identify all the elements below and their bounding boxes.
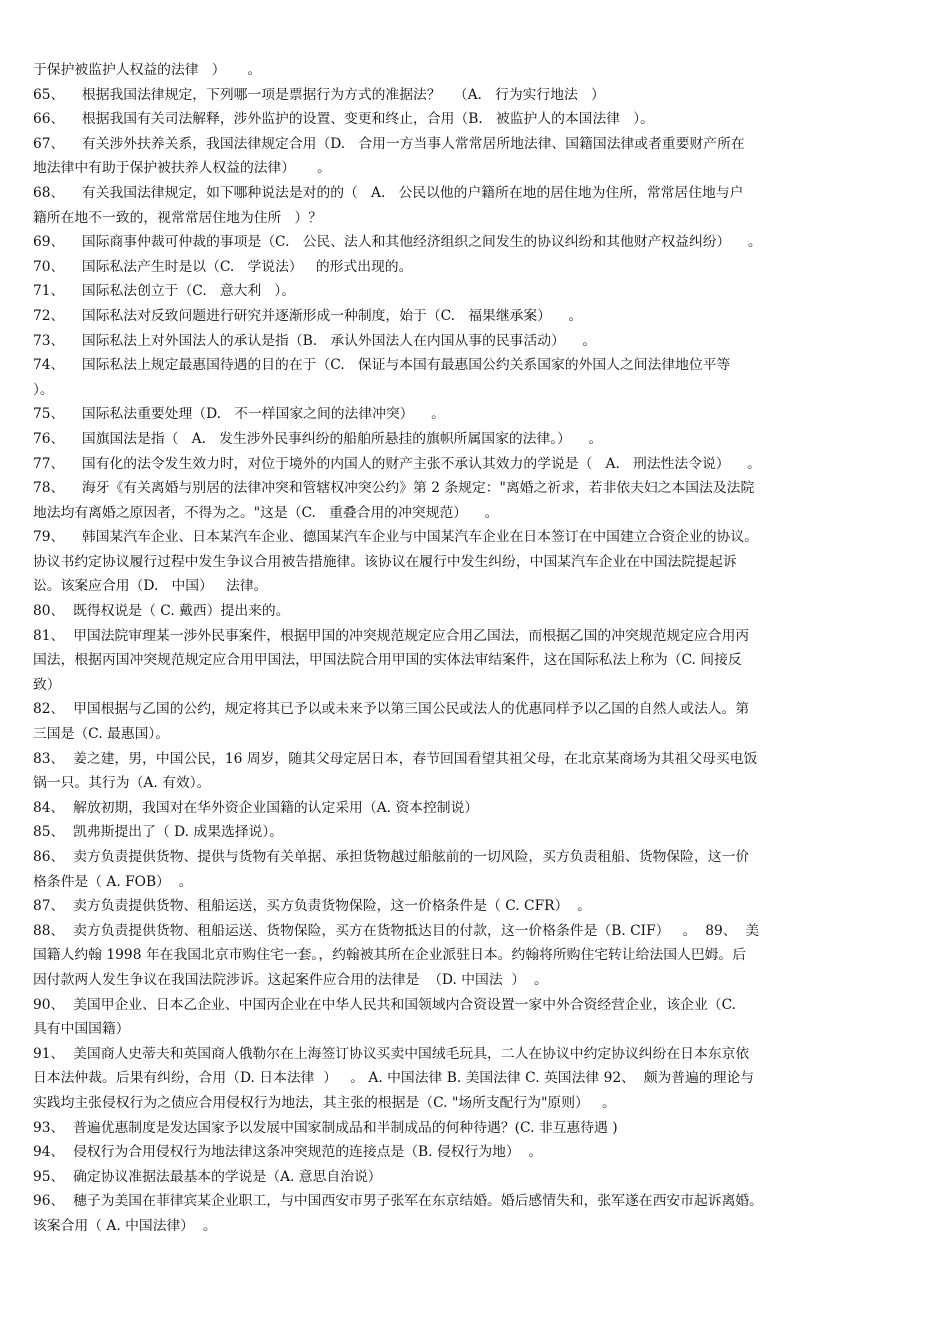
text-line: 地法均有离婚之原因者，不得为之。"这是（C. 重叠合用的冲突规范） 。 [33,504,499,521]
text-line: 因付款两人发生争议在我国法院涉诉。这起案件应合用的法律是 （D. 中国法 ） 。 [33,971,548,988]
text-line: 82、 甲国根据与乙国的公约，规定将其已予以或未来予以第三国公民或法人的优惠同样予以乙国的自然人或法人。第 [33,701,750,718]
text-line: 籍所在地不一致的，视常常居住地为住所 ）？ [33,209,323,226]
text-line: 格条件是（ A. FOB） 。 [33,873,193,890]
text-line: 日本法仲裁。后果有纠纷，合用（D. 日本法律 ） 。 A. 中国法律 B. 美国法律 C. 英国法律 92、 颇为普遍的理论与 [33,1070,755,1087]
text-line: 实践均主张侵权行为之债应合用侵权行为地法，其主张的根据是（C. "场所支配行为"原则） 。 [33,1094,616,1111]
text-line: 该案合用（ A. 中国法律） 。 [33,1217,217,1234]
text-line: 75、 国际私法重要处理（D. 不一样国家之间的法律冲突） 。 [33,406,445,423]
text-line: 国籍人约翰 1998 年在我国北京市购住宅一套。，约翰被其所在企业派驻日本。约翰将所购住宅转让给法国人巴姆。后 [33,947,747,964]
text-line: 66、 根据我国有关司法解释，涉外监护的设置、变更和终止，合用（B. 被监护人的本国法律 ）。 [33,111,654,128]
text-line: 65、 根据我国法律规定，下列哪一项是票据行为方式的准据法？ （A. 行为实行地法 ） [33,86,605,103]
text-line: 78、 海牙《有关离婚与别居的法律冲突和管辖权冲突公约》第 2 条规定："离婚之祈求，若非依夫妇之本国法及法院 [33,480,755,497]
text-line: 地法律中有助于保护被扶养人权益的法律） 。 [33,160,331,177]
text-line: 90、 美国甲企业、日本乙企业、中国丙企业在中华人民共和国领域内合资设置一家中外合资经营企业，该企业（C. [33,996,737,1013]
text-line: 73、 国际私法上对外国法人的承认是指（B. 承认外国法人在内国从事的民事活动） 。 [33,332,597,349]
text-line: 77、 国有化的法令发生效力时，对位于境外的内国人的财产主张不承认其效力的学说是（ A. 刑法性法令说） 。 [33,455,761,472]
text-line: 三国是（C. 最惠国）。 [33,726,170,743]
text-line: 81、 甲国法院审理某一涉外民事案件，根据甲国的冲突规范规定应合用乙国法，而根据乙国的冲突规范规定应合用丙 [33,627,750,644]
text-line: 93、 普遍优惠制度是发达国家予以发展中国家制成品和半制成品的何种待遇？(C. 非互惠待遇 ) [33,1119,618,1136]
text-line: 70、 国际私法产生时是以（C. 学说法） 的形式出现的。 [33,258,413,275]
text-line: 国法，根据丙国冲突规范规定应合用甲国法，甲国法院合用甲国的实体法审结案件，这在国际私法上称为（C. 间接反 [33,652,742,669]
text-line: 具有中国国籍） [33,1021,130,1038]
text-line: 87、 卖方负责提供货物、租船运送，买方负责货物保险，这一价格条件是（ C. CFR） 。 [33,898,591,915]
text-line: 71、 国际私法创立于（C. 意大利 ）。 [33,283,296,300]
text-line: 85、 凯弗斯提出了（ D. 成果选择说）。 [33,824,284,841]
text-line: 83、 姜之建，男，中国公民，16 周岁，随其父母定居日本，春节回国看望其祖父母，在北京某商场为其祖父母买电饭 [33,750,758,767]
text-line: 于保护被监护人权益的法律 ） 。 [33,62,262,78]
text-line: 69、 国际商事仲裁可仲裁的事项是（C. 公民、法人和其他经济组织之间发生的协议纠纷和其他财产权益纠纷） 。 [33,234,762,251]
text-line: 88、 卖方负责提供货物、租船运送、货物保险，买方在货物抵达目的付款，这一价格条件是（B. CIF） 。 89、 美 [33,922,760,939]
text-line: 67、 有关涉外扶养关系，我国法律规定合用（D. 合用一方当事人常常居所地法律、国籍国法律或者重要财产所在 [33,135,745,152]
text-line: 锅一只。其行为（A. 有效）。 [33,775,211,792]
text-line: 协议书约定协议履行过程中发生争议合用被告措施律。该协议在履行中发生纠纷，中国某汽车企业在中国法院提起诉 [33,553,737,570]
text-line: 68、 有关我国法律规定，如下哪种说法是对的的（ A. 公民以他的户籍所在地的居住地为住所，常常居住地与户 [33,184,744,201]
text-line: 84、 解放初期，我国对在华外资企业国籍的认定采用（A. 资本控制说） [33,799,479,816]
text-line: 76、 国旗国法是指（ A. 发生涉外民事纠纷的船舶所悬挂的旗帜所属国家的法律。） 。 [33,430,603,447]
text-line: 讼。该案应合用（D. 中国） 法律。 [33,578,268,595]
text-line: 95、 确定协议准据法最基本的学说是（A. 意思自治说） [33,1168,382,1185]
text-line: ）。 [33,381,54,398]
text-line: 96、 穗子为美国在菲律宾某企业职工，与中国西安市男子张军在东京结婚。婚后感情失和，张军遂在西安市起诉离婚。 [33,1193,763,1210]
text-line: 80、 既得权说是（ C. 戴西）提出来的。 [33,603,290,620]
text-line: 72、 国际私法对反致问题进行研究并逐渐形成一种制度，始于（C. 福果继承案） 。 [33,307,583,324]
text-line: 致） [33,676,61,693]
text-line: 86、 卖方负责提供货物、提供与货物有关单据、承担货物越过船舷前的一切风险，买方负责租船、货物保险，这一价 [33,849,750,865]
text-line: 74、 国际私法上规定最惠国待遇的目的在于（C. 保证与本国有最惠国公约关系国家的外国人之间法律地位平等 [33,357,731,374]
document-body [33,58,920,1239]
text-line: 94、 侵权行为合用侵权行为地法律这条冲突规范的连接点是（B. 侵权行为地） 。 [33,1144,543,1161]
text-line: 79、 韩国某汽车企业、日本某汽车企业、德国某汽车企业与中国某汽车企业在日本签订在中国建立合资企业的协议。 [33,529,758,546]
text-line: 91、 美国商人史蒂夫和英国商人俄勒尔在上海签订协议买卖中国绒毛玩具，二人在协议中约定协议纠纷在日本东京依 [33,1045,750,1062]
